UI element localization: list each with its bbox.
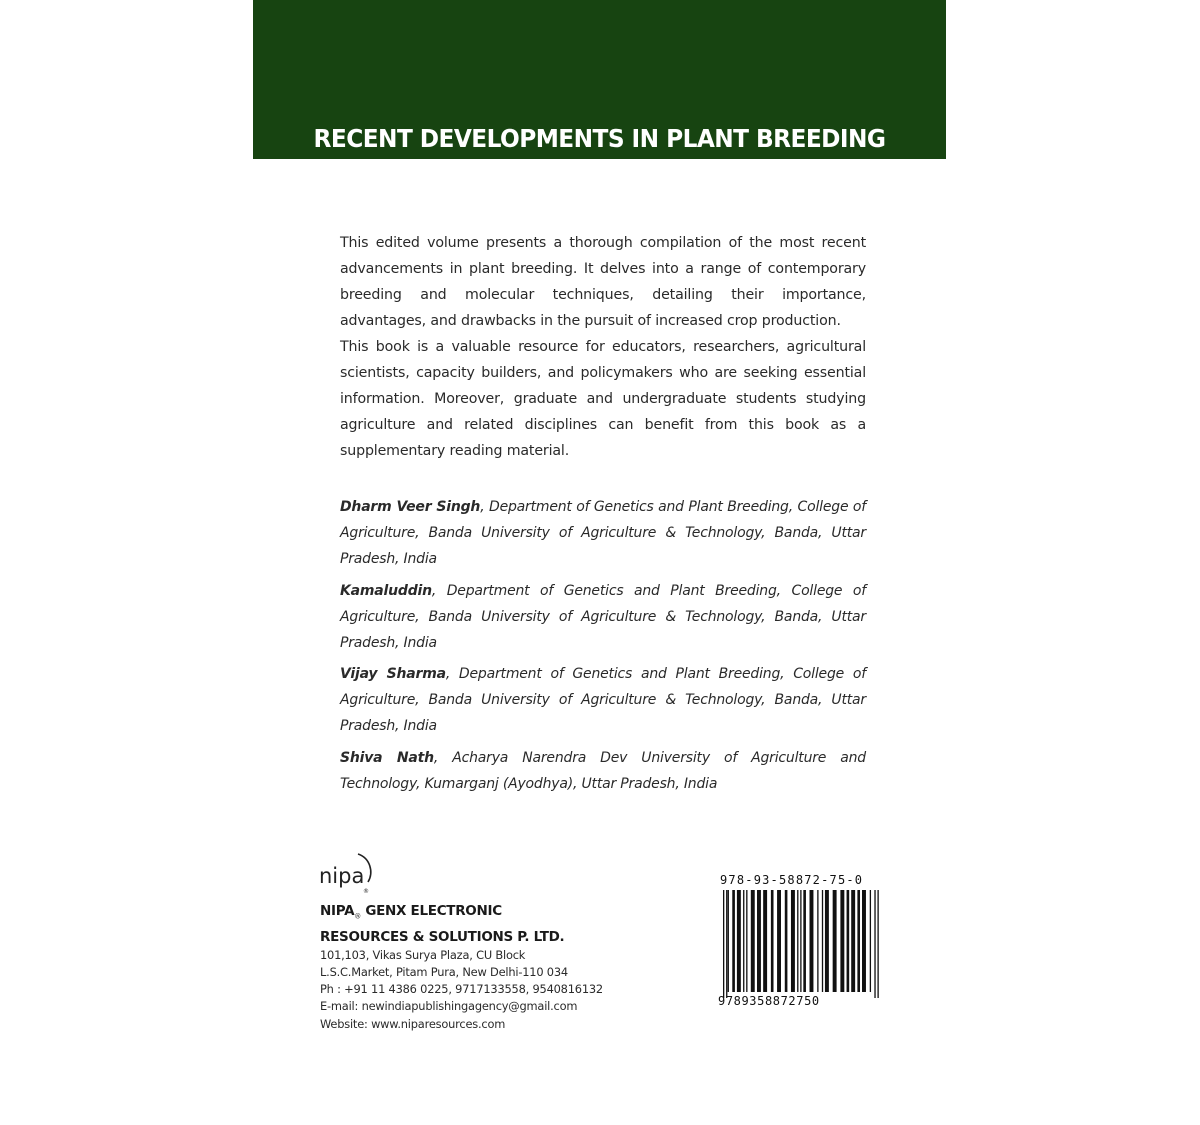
- barcode-bar: [847, 890, 850, 992]
- barcode-bar: [737, 890, 741, 992]
- author-entry: [340, 578, 866, 656]
- cover-header-band: [253, 0, 946, 159]
- barcode-bar: [877, 890, 878, 998]
- publisher-address-line1: 101,103, Vikas Surya Plaza, CU Block: [320, 947, 526, 962]
- author-name: Shiva Nath: [340, 749, 434, 766]
- publisher-name-part2: GENX ELECTRONIC: [360, 903, 502, 919]
- barcode-bar: [751, 890, 755, 992]
- isbn-text: 978-93-58872-75-0: [720, 873, 864, 887]
- barcode-bar: [833, 890, 837, 992]
- author-entry: [340, 661, 866, 739]
- author-name: Dharm Veer Singh: [340, 499, 481, 515]
- barcode-bar: [851, 890, 855, 992]
- logo-registered-mark: ®: [363, 888, 369, 895]
- publisher-registered-mark: ®: [354, 912, 361, 921]
- barcode-bar: [810, 890, 814, 992]
- barcode-bar: [771, 890, 774, 992]
- publisher-email: E-mail: newindiapublishingagency@gmail.com: [320, 999, 578, 1014]
- barcode-bar: [732, 890, 735, 992]
- author-name: Kamaluddin: [340, 582, 432, 599]
- author-entry: [340, 494, 866, 572]
- barcode-bar: [870, 890, 871, 992]
- publisher-address-line2: L.S.C.Market, Pitam Pura, New Delhi-110 034: [320, 964, 568, 979]
- publisher-phone: Ph : +91 11 4386 0225, 9717133558, 9540816132: [320, 982, 603, 997]
- barcode-bar: [743, 890, 744, 992]
- barcode-bar: [822, 890, 823, 992]
- book-description: [340, 230, 866, 464]
- publisher-website: Website: www.niparesources.com: [320, 1016, 506, 1031]
- nipa-logo: [318, 852, 374, 896]
- barcode-bar: [817, 890, 818, 992]
- barcode-image: [717, 874, 883, 1010]
- author-list: [340, 494, 866, 802]
- publisher-info: [320, 901, 650, 1033]
- nipa-logo-text: nipa: [319, 864, 365, 888]
- author-affiliation: , Department of Genetics and Plant Breeding, College of Agriculture, Banda University of Agriculture & Technology, Banda, Uttar Pradesh, India: [340, 499, 866, 567]
- barcode-bar: [840, 890, 844, 992]
- barcode-bar: [723, 890, 724, 998]
- publisher-name: [320, 901, 650, 927]
- barcode-bar: [862, 890, 866, 992]
- barcode-bar: [777, 890, 781, 992]
- barcode-bar: [797, 890, 798, 992]
- description-paragraph-2: This book is a valuable resource for educators, researchers, agricultural scientists, capacity builders, and policymakers who are seeking essential information. Moreover, graduate and undergraduate students studying agriculture and related disciplines can benefit from this book as a supplementary reading material.: [340, 339, 866, 459]
- publisher-name-part1: NIPA: [320, 903, 355, 919]
- author-entry: [340, 745, 866, 797]
- author-affiliation: , Acharya Narendra Dev University of Agriculture and Technology, Kumarganj (Ayodhya), Uttar Pradesh, India: [340, 749, 866, 792]
- barcode-bar: [803, 890, 806, 992]
- barcode-bar: [791, 890, 795, 992]
- barcode-bar: [763, 890, 767, 992]
- book-title: RECENT DEVELOPMENTS IN PLANT BREEDING: [313, 124, 886, 153]
- barcode-bar: [800, 890, 801, 992]
- barcode-bar: [728, 890, 729, 992]
- barcode-bar: [726, 890, 727, 998]
- barcode-bar: [746, 890, 747, 992]
- barcode-bar: [785, 890, 788, 992]
- barcode-bar: [757, 890, 761, 992]
- barcode-bar: [825, 890, 829, 992]
- description-paragraph-1: This edited volume presents a thorough compilation of the most recent advancements in plant breeding. It delves into a range of contemporary breeding and molecular techniques, detailing their importance, advantages, and drawbacks in the pursuit of increased crop production.: [340, 235, 866, 329]
- author-affiliation: , Department of Genetics and Plant Breeding, College of Agriculture, Banda University of Agriculture & Technology, Banda, Uttar Pradesh, India: [340, 666, 866, 734]
- author-name: Vijay Sharma: [340, 666, 446, 682]
- publisher-name-line2: RESOURCES & SOLUTIONS P. LTD.: [320, 928, 565, 945]
- barcode-digits: 9789358872750: [718, 994, 820, 1008]
- barcode-bar: [874, 890, 875, 998]
- author-affiliation: , Department of Genetics and Plant Breeding, College of Agriculture, Banda University of Agriculture & Technology, Banda, Uttar Pradesh, India: [340, 582, 866, 651]
- barcode-bar: [857, 890, 860, 992]
